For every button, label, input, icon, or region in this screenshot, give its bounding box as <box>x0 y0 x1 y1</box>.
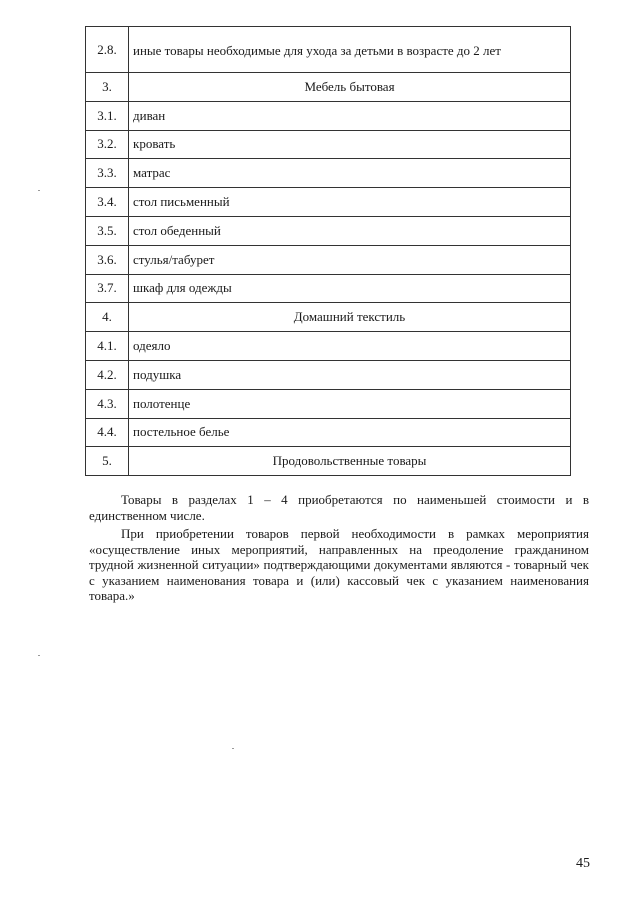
row-number: 2.8. <box>86 27 129 73</box>
table-row <box>86 130 571 159</box>
row-number: 3.6. <box>86 245 129 274</box>
item-name: стол письменный <box>129 188 571 217</box>
item-name: кровать <box>129 130 571 159</box>
row-number: 4.4. <box>86 418 129 447</box>
table-row <box>86 245 571 274</box>
table-row <box>86 216 571 245</box>
page-number: 45 <box>576 856 590 871</box>
table-section-row <box>86 73 571 102</box>
table-row <box>86 188 571 217</box>
item-name: постельное белье <box>129 418 571 447</box>
item-name: матрас <box>129 159 571 188</box>
section-title: Продовольственные товары <box>129 447 571 476</box>
row-number: 3.7. <box>86 274 129 303</box>
paragraph-purchase-rule: Товары в разделах 1 – 4 приобретаются по наименьшей стоимости и в единственном числе. <box>89 492 589 523</box>
section-title: Домашний текстиль <box>129 303 571 332</box>
paragraph-confirming-documents: При приобретении товаров первой необходимости в рамках мероприятия «осуществление иных мероприятий, направленных на преодоление гражданином трудной жизненной ситуации» подтверждающими документами являются - товарный чек с указанием наименования товара и (или) кассовый чек с указанием наименования товара.» <box>89 526 589 603</box>
section-title: Мебель бытовая <box>129 73 571 102</box>
row-number: 4.1. <box>86 332 129 361</box>
item-name: одеяло <box>129 332 571 361</box>
row-number: 5. <box>86 447 129 476</box>
table-row <box>86 332 571 361</box>
table-row <box>86 274 571 303</box>
goods-table <box>85 26 571 476</box>
scan-speck <box>38 655 40 656</box>
table-row <box>86 389 571 418</box>
row-number: 3.3. <box>86 159 129 188</box>
scan-speck <box>232 748 234 749</box>
table-row <box>86 159 571 188</box>
scan-speck <box>38 190 40 191</box>
item-name: диван <box>129 101 571 130</box>
table-row <box>86 101 571 130</box>
row-number: 4.3. <box>86 389 129 418</box>
row-number: 4. <box>86 303 129 332</box>
table-row <box>86 27 571 73</box>
table-row <box>86 360 571 389</box>
row-number: 3.5. <box>86 216 129 245</box>
item-name: шкаф для одежды <box>129 274 571 303</box>
row-number: 3.1. <box>86 101 129 130</box>
table-row <box>86 418 571 447</box>
row-number: 3. <box>86 73 129 102</box>
table-section-row <box>86 447 571 476</box>
row-number: 4.2. <box>86 360 129 389</box>
item-name: подушка <box>129 360 571 389</box>
item-name: стулья/табурет <box>129 245 571 274</box>
row-number: 3.4. <box>86 188 129 217</box>
table-section-row <box>86 303 571 332</box>
goods-table-body <box>86 27 571 476</box>
item-name: иные товары необходимые для ухода за детьми в возрасте до 2 лет <box>129 27 571 73</box>
item-name: стол обеденный <box>129 216 571 245</box>
item-name: полотенце <box>129 389 571 418</box>
row-number: 3.2. <box>86 130 129 159</box>
